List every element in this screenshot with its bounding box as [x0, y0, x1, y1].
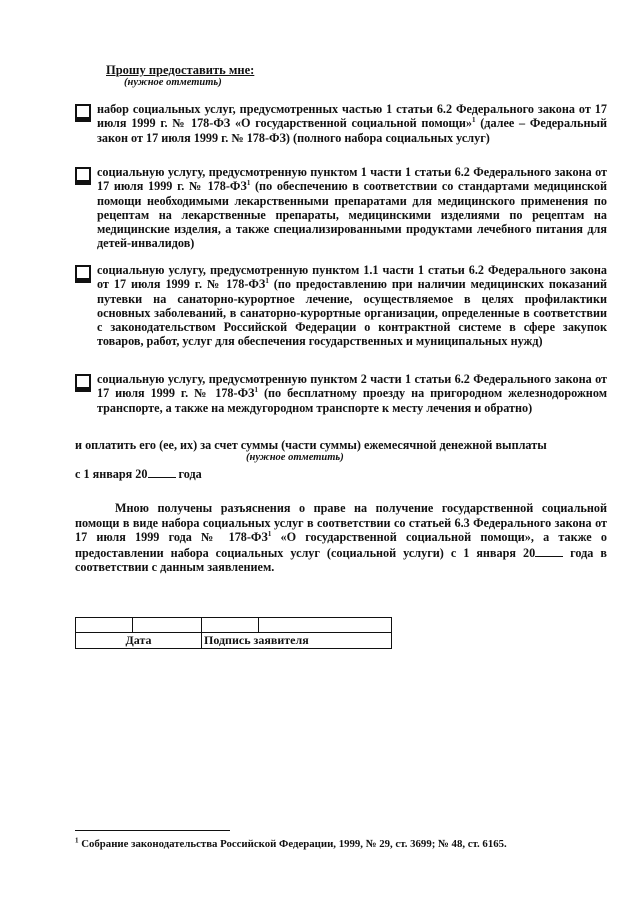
explanation-text-cont: «О государственной социальной помощи», а также о предоставлении набора социальных услуг (социальной услуги) с 1 января 20 — [75, 530, 607, 560]
footnote-ref: 1 — [254, 386, 258, 395]
request-heading: Прошу предоставить мне: — [106, 63, 255, 77]
checkbox-transport[interactable] — [75, 374, 91, 392]
option-sanatorium — [75, 263, 607, 349]
option-text — [97, 102, 607, 145]
payment-text: и оплатить его (ее, их) за счет суммы (части суммы) ежемесячной денежной выплаты — [75, 438, 547, 452]
footnote-mark: 1 — [75, 836, 79, 845]
explanation-text-end: года в соответствии с данным заявлением. — [75, 545, 607, 575]
option-text-rest: (по бесплатному проезду на пригородном железнодорожном транспорте, а также на междугородном транспорте к месту лечения и обратно) — [97, 386, 607, 415]
checkbox-sanatorium[interactable] — [75, 265, 91, 283]
date-input-cell-2[interactable] — [133, 618, 202, 633]
option-medicines — [75, 165, 607, 251]
footnote-ref: 1 — [265, 277, 269, 286]
signature-input-cell-2[interactable] — [259, 618, 392, 633]
explanation-text: Мною получены разъяснения о праве на получение государственной социальной помощи в виде набора социальных услуг в соответствии со статьей 6.3 Федерального закона от 17 июля 1999 года № 178-ФЗ — [75, 501, 607, 545]
year-blank-field[interactable] — [148, 466, 176, 478]
heading-note: (нужное отметить) — [124, 77, 222, 88]
explanation-year-blank[interactable] — [535, 545, 563, 557]
date-label: Дата — [76, 633, 202, 649]
footnote — [75, 838, 507, 850]
date-prefix: с 1 января 20 — [75, 467, 148, 481]
checkbox-medicines[interactable] — [75, 167, 91, 185]
date-input-cell[interactable] — [76, 618, 133, 633]
explanation-paragraph — [75, 501, 607, 575]
footnote-divider — [75, 830, 230, 831]
option-text-main: социальную услугу, предусмотренную пунктом 1.1 части 1 статьи 6.2 Федерального закона от 17 июля 1999 г. № 178-ФЗ — [97, 263, 607, 292]
date-suffix: года — [175, 467, 202, 481]
option-text-main: набор социальных услуг, предусмотренных частью 1 статьи 6.2 Федерального закона от 17 июля 1999 г. № 178-ФЗ «О государственной социальной помощи» — [97, 102, 607, 131]
signature-label-row — [76, 633, 392, 649]
option-full-set — [75, 102, 607, 145]
footnote-ref: 1 — [246, 179, 251, 188]
footnote-ref: 1 — [471, 116, 476, 125]
start-date-line — [75, 466, 202, 482]
option-text-rest: (по предоставлению при наличии медицинских показаний путевки на санаторно-курортное лечение, осуществляемое в целях профилактики основных заболеваний, в санаторно-курортные организации, определенные в соответствии с законодательством Российской Федерации о контрактной системе в сфере закупок товаров, работ, услуг для обеспечения государственных и муниципальных нужд) — [97, 277, 607, 349]
footnote-text: Собрание законодательства Российской Федерации, 1999, № 29, ст. 3699; № 48, ст. 6165. — [78, 838, 507, 850]
signature-table — [75, 617, 392, 649]
option-text-main: социальную услугу, предусмотренную пунктом 1 части 1 статьи 6.2 Федерального закона от 17 июля 1999 г. № 178-ФЗ — [97, 165, 607, 194]
option-text-rest: (далее – Федеральный закон от 17 июля 1999 г. № 178-ФЗ) (полного набора социальных услуг) — [97, 116, 607, 145]
checkbox-full-set[interactable] — [75, 104, 91, 122]
option-transport — [75, 372, 607, 415]
payment-note: (нужное отметить) — [246, 452, 344, 463]
signature-input-row — [76, 618, 392, 633]
option-text-main: социальную услугу, предусмотренную пунктом 2 части 1 статьи 6.2 Федерального закона от 17 июля 1999 г. № 178-ФЗ — [97, 372, 607, 401]
option-text-rest: (по обеспечению в соответствии со стандартами медицинской помощи необходимыми лекарственными препаратами для медицинского применения по рецептам на лекарственные препараты, медицинскими изделиями по рецептам на медицинские изделия, а также специализированными продуктами лечебного питания для детей-инвалидов) — [97, 179, 608, 251]
option-text — [97, 372, 607, 415]
signature-input-cell[interactable] — [202, 618, 259, 633]
footnote-ref: 1 — [267, 530, 272, 539]
option-text — [97, 263, 607, 349]
signature-label: Подпись заявителя — [202, 633, 392, 649]
option-text — [97, 165, 607, 251]
